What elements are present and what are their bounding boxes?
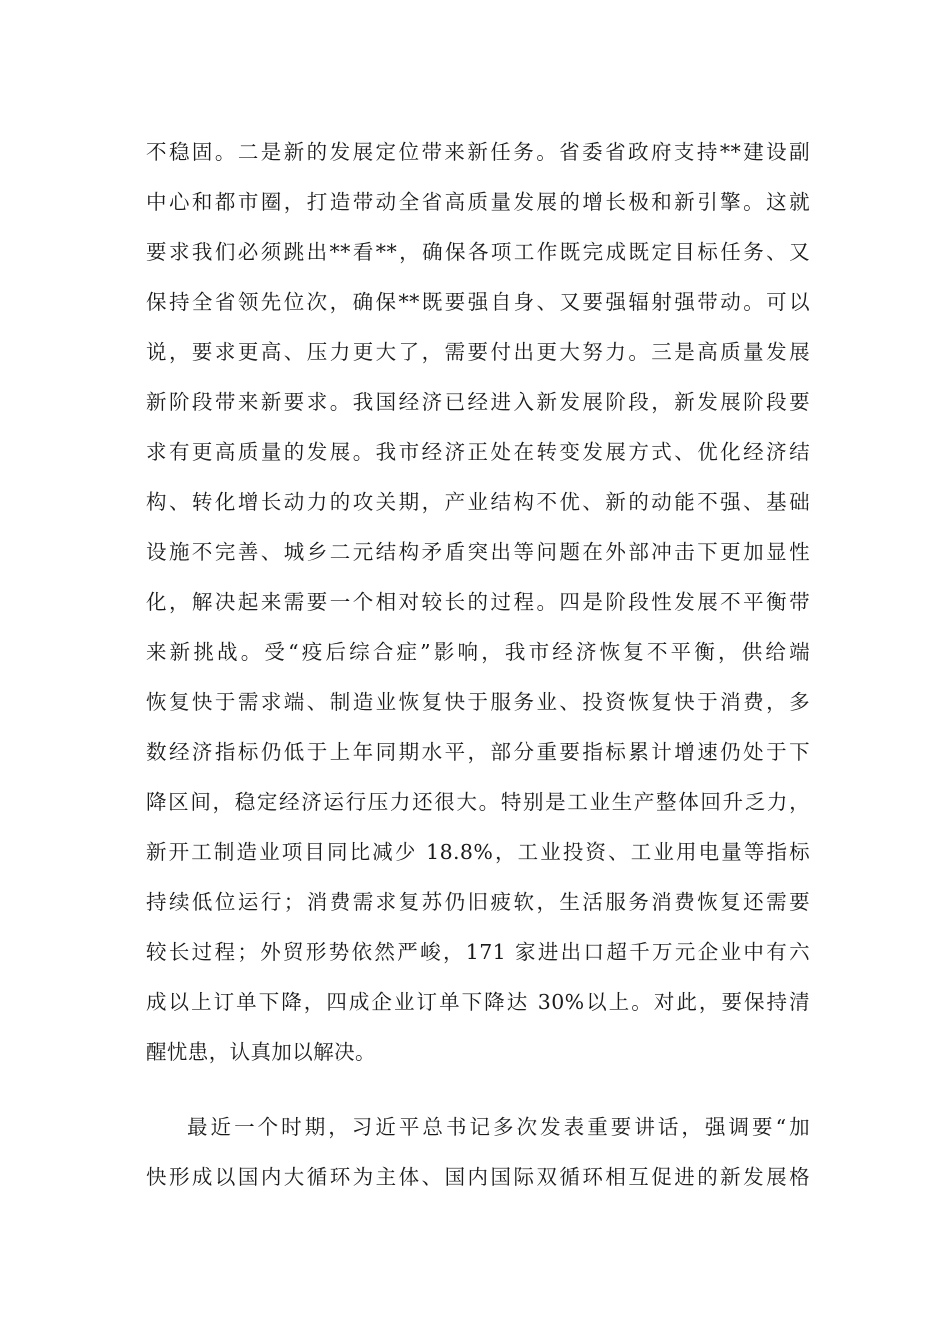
- text-line: 成以上订单下降，四成企业订单下降达 30%以上。对此，要保持清: [146, 990, 810, 1014]
- text-line: 求有更高质量的发展。我市经济正处在转变发展方式、优化经济结: [146, 440, 810, 464]
- paragraph-1: [146, 127, 810, 1077]
- text-line: 持续低位运行；消费需求复苏仍旧疲软，生活服务消费恢复还需要: [146, 890, 810, 914]
- document-body: [146, 127, 810, 1202]
- text-line: 新开工制造业项目同比减少 18.8%，工业投资、工业用电量等指标: [146, 840, 810, 864]
- text-line: 较长过程；外贸形势依然严峻，171 家进出口超千万元企业中有六: [146, 940, 810, 964]
- text-line: 降区间，稳定经济运行压力还很大。特别是工业生产整体回升乏力，: [146, 790, 810, 814]
- text-line: 快形成以国内大循环为主体、国内国际双循环相互促进的新发展格: [146, 1165, 810, 1189]
- text-line: 中心和都市圈，打造带动全省高质量发展的增长极和新引擎。这就: [146, 190, 810, 214]
- paragraph-spacer: [146, 1077, 810, 1102]
- text-line: 来新挑战。受“疫后综合症”影响，我市经济恢复不平衡，供给端: [146, 640, 810, 664]
- paragraph-2: [146, 1102, 810, 1202]
- text-line: 新阶段带来新要求。我国经济已经进入新发展阶段，新发展阶段要: [146, 390, 810, 414]
- text-line: 恢复快于需求端、制造业恢复快于服务业、投资恢复快于消费，多: [146, 690, 810, 714]
- text-line: 数经济指标仍低于上年同期水平，部分重要指标累计增速仍处于下: [146, 740, 810, 764]
- text-line: 保持全省领先位次，确保**既要强自身、又要强辐射强带动。可以: [146, 290, 810, 314]
- text-line: 构、转化增长动力的攻关期，产业结构不优、新的动能不强、基础: [146, 490, 810, 514]
- text-line: 不稳固。二是新的发展定位带来新任务。省委省政府支持**建设副: [146, 140, 810, 164]
- text-line: 化，解决起来需要一个相对较长的过程。四是阶段性发展不平衡带: [146, 590, 810, 614]
- text-line: 说，要求更高、压力更大了，需要付出更大努力。三是高质量发展: [146, 340, 810, 364]
- text-line: 设施不完善、城乡二元结构矛盾突出等问题在外部冲击下更加显性: [146, 540, 810, 564]
- text-line: 要求我们必须跳出**看**，确保各项工作既完成既定目标任务、又: [146, 240, 810, 264]
- text-line: 醒忧患，认真加以解决。: [146, 1040, 376, 1064]
- text-line: 最近一个时期，习近平总书记多次发表重要讲话，强调要“加: [187, 1115, 810, 1139]
